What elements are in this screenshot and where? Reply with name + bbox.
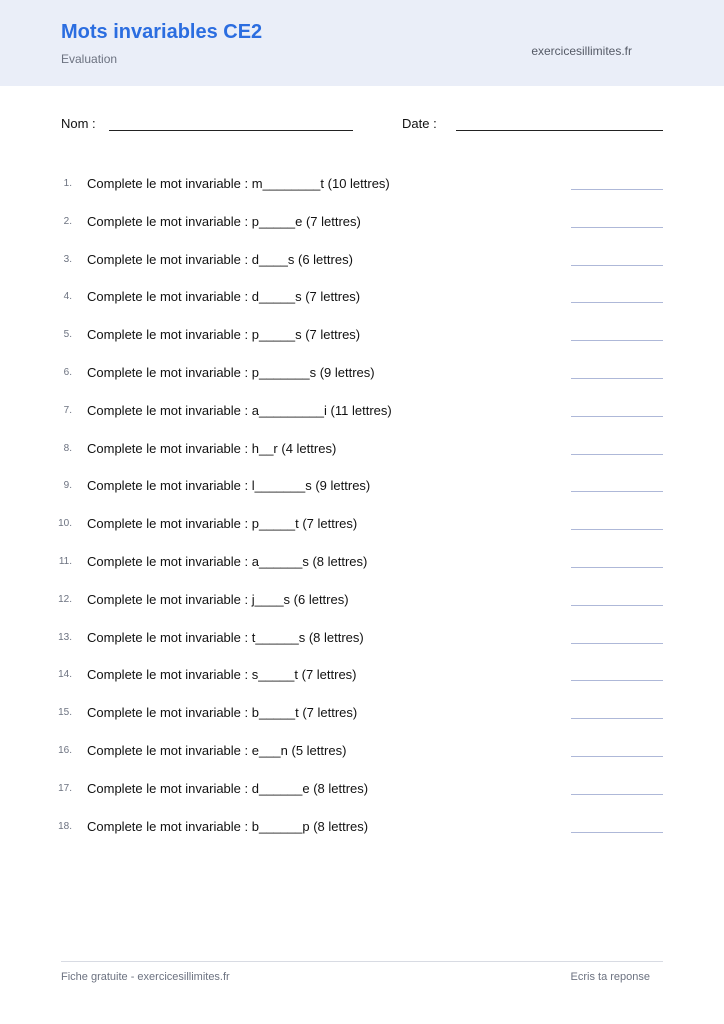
answer-line[interactable] <box>571 416 663 417</box>
question-text: Complete le mot invariable : e___n (5 lettres) <box>87 742 347 758</box>
question-text: Complete le mot invariable : d____s (6 lettres) <box>87 251 353 267</box>
question-text: Complete le mot invariable : p_____t (7 lettres) <box>87 516 358 532</box>
answer-line[interactable] <box>571 794 663 795</box>
answer-line[interactable] <box>571 265 663 266</box>
question-number: 7. <box>63 404 72 416</box>
question-text: Complete le mot invariable : p_____s (7 lettres) <box>87 327 361 343</box>
question-number: 13. <box>58 631 72 643</box>
question-number: 11. <box>58 555 72 567</box>
answer-line[interactable] <box>571 340 663 341</box>
answer-line[interactable] <box>571 454 663 455</box>
question-number: 6. <box>63 366 72 378</box>
question-number: 9. <box>63 480 72 492</box>
answer-line[interactable] <box>571 832 663 833</box>
question-text: Complete le mot invariable : s_____t (7 lettres) <box>87 667 357 683</box>
footer-instruction: Ecris ta reponse <box>570 971 650 983</box>
answer-line[interactable] <box>571 643 663 644</box>
question-item <box>0 663 724 701</box>
question-item <box>0 248 724 286</box>
question-text: Complete le mot invariable : t______s (8 lettres) <box>87 629 364 645</box>
question-number: 15. <box>58 707 72 719</box>
answer-line[interactable] <box>571 718 663 719</box>
name-label: Nom : <box>61 116 96 131</box>
page-subtitle: Evaluation <box>61 52 118 66</box>
question-number: 10. <box>58 518 72 530</box>
question-number: 4. <box>63 291 72 303</box>
question-item <box>0 512 724 550</box>
question-text: Complete le mot invariable : a______s (8 lettres) <box>87 553 368 569</box>
question-item <box>0 739 724 777</box>
question-text: Complete le mot invariable : j____s (6 lettres) <box>87 591 349 607</box>
question-item <box>0 777 724 815</box>
date-label: Date : <box>402 116 437 131</box>
question-number: 5. <box>63 329 72 341</box>
question-number: 12. <box>58 593 72 605</box>
question-number: 1. <box>63 178 72 189</box>
question-number: 14. <box>58 669 72 681</box>
question-text: Complete le mot invariable : m________t (10 lettres) <box>87 176 390 191</box>
answer-line[interactable] <box>571 756 663 757</box>
question-text: Complete le mot invariable : d______e (8 lettres) <box>87 780 369 796</box>
date-field[interactable] <box>456 130 663 131</box>
question-item <box>0 626 724 664</box>
answer-line[interactable] <box>571 567 663 568</box>
footer-divider <box>61 961 663 962</box>
question-item <box>0 285 724 323</box>
question-text: Complete le mot invariable : a_________i (11 lettres) <box>87 402 392 418</box>
question-item <box>0 550 724 588</box>
answer-line[interactable] <box>571 302 663 303</box>
question-text: Complete le mot invariable : h__r (4 lettres) <box>87 440 337 456</box>
page-header <box>0 0 724 86</box>
question-list <box>0 172 724 852</box>
question-text: Complete le mot invariable : p_______s (9 lettres) <box>87 364 375 380</box>
question-text: Complete le mot invariable : p_____e (7 lettres) <box>87 213 361 229</box>
answer-line[interactable] <box>571 680 663 681</box>
question-item <box>0 815 724 853</box>
question-item <box>0 474 724 512</box>
answer-line[interactable] <box>571 491 663 492</box>
question-item <box>0 437 724 475</box>
answer-line[interactable] <box>571 189 663 190</box>
question-item <box>0 172 724 210</box>
question-text: Complete le mot invariable : d_____s (7 lettres) <box>87 289 361 305</box>
site-name: exercicesillimites.fr <box>531 44 632 58</box>
question-text: Complete le mot invariable : b______p (8 lettres) <box>87 818 369 834</box>
question-number: 18. <box>58 820 72 832</box>
page-title: Mots invariables CE2 <box>61 21 263 43</box>
question-number: 2. <box>63 215 72 227</box>
answer-line[interactable] <box>571 378 663 379</box>
answer-line[interactable] <box>571 529 663 530</box>
question-number: 3. <box>63 253 72 265</box>
question-item <box>0 588 724 626</box>
name-field[interactable] <box>109 130 353 131</box>
question-item <box>0 323 724 361</box>
question-number: 8. <box>63 442 72 454</box>
question-number: 17. <box>58 782 72 794</box>
answer-line[interactable] <box>571 227 663 228</box>
question-text: Complete le mot invariable : b_____t (7 lettres) <box>87 705 358 721</box>
question-item <box>0 399 724 437</box>
answer-line[interactable] <box>571 605 663 606</box>
question-item <box>0 210 724 248</box>
question-text: Complete le mot invariable : l_______s (9 lettres) <box>87 478 371 494</box>
footer-source: Fiche gratuite - exercicesillimites.fr <box>61 971 230 983</box>
question-item <box>0 361 724 399</box>
question-item <box>0 701 724 739</box>
question-number: 16. <box>58 744 72 756</box>
